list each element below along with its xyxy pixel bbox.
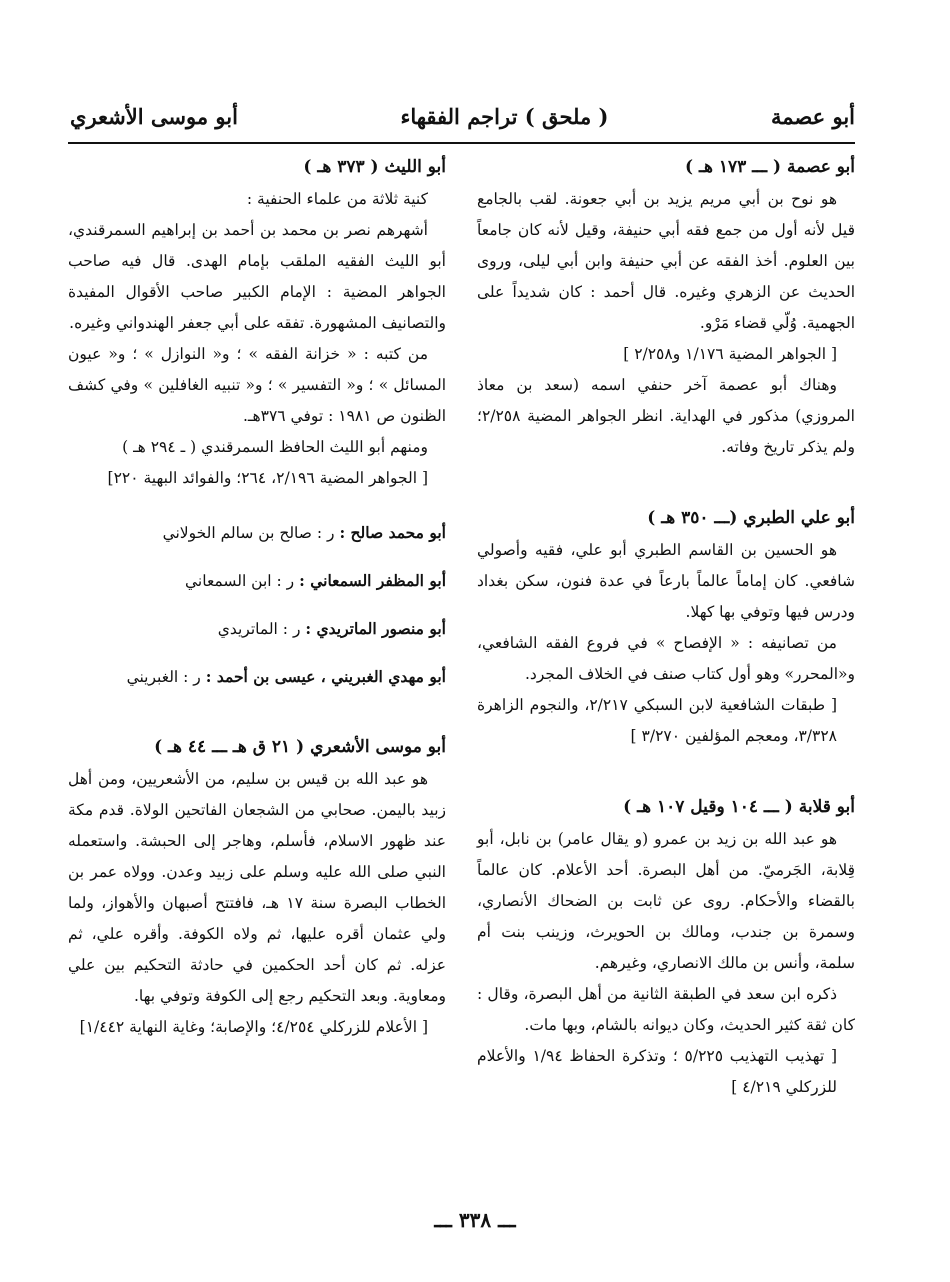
cross-references	[68, 516, 446, 694]
entry-reference: [ الأعلام للزركلي ٤/٢٥٤؛ والإصابة؛ وغاية النهاية ١/٤٤٢]	[79, 1018, 428, 1036]
header-rule	[68, 142, 855, 144]
cross-reference	[68, 516, 446, 550]
entry-abu-ali-tabari	[477, 501, 855, 752]
entry-title: أبو الليث ( ٣٧٣ هـ )	[303, 157, 446, 177]
xref-target: ر : الغبريني	[126, 668, 201, 686]
entry-paragraph: هو عبد الله بن زيد بن عمرو (و يقال عامر) بن نابل، أبو قِلابة، الجَرميّ. من أهل البصرة. أحد الأعلام. كان عالماً بالقضاء والأحكام. روى عن ثابت بن الضحاك الأنصاري، وسمرة بن جندب، ومالك بن الحويرث، وزينب بنت أم سلمة، وأنس بن مالك الانصاري، وغيرهم.	[477, 830, 855, 972]
entry-title: أبو موسى الأشعري ( ٢١ ق هـ ـــ ٤٤ هـ )	[154, 737, 446, 757]
entry-reference: [ الجواهر المضية ٢/١٩٦، ٢٦٤؛ والفوائد البهية ٢٢٠]	[107, 469, 428, 487]
xref-name: أبو المظفر السمعاني :	[299, 571, 446, 590]
header-left: أبو موسى الأشعري	[70, 103, 238, 129]
entry-reference: [ الجواهر المضية ١/١٧٦ و٢/٢٥٨ ]	[623, 345, 837, 363]
cross-reference	[68, 564, 446, 598]
entry-paragraph: من تصانيفه : « الإفصاح » في فروع الفقه الشافعي، و«المحرر» وهو أول كتاب صنف في الخلاف المجرد.	[477, 634, 855, 683]
entry-abu-musa-ashari	[68, 730, 446, 1043]
page-number: ـــ ٣٣٨ ـــ	[434, 1208, 516, 1232]
left-column	[68, 150, 446, 1065]
entry-paragraph: ذكره ابن سعد في الطبقة الثانية من أهل البصرة، وقال : كان ثقة كثير الحديث، وكان ديوانه بالشام، وبها مات.	[477, 985, 855, 1034]
entry-title: أبو عصمة ( ـــ ١٧٣ هـ )	[685, 157, 855, 177]
xref-name: أبو محمد صالح :	[339, 523, 446, 542]
entry-paragraph: هو الحسين بن القاسم الطبري أبو علي، فقيه وأصولي شافعي. كان إماماً عالماً بارعاً في عدة فنون، سكن بغداد ودرس فيها وتوفي بها كهلا.	[477, 541, 855, 621]
xref-target: ر : الماتريدي	[217, 620, 301, 638]
xref-target: ر : صالح بن سالم الخولاني	[162, 524, 335, 542]
right-column	[477, 150, 855, 1125]
entry-reference: [ تهذيب التهذيب ٥/٢٢٥ ؛ وتذكرة الحفاظ ١/٩٤ والأعلام للزركلي ٤/٢١٩ ]	[477, 1047, 838, 1096]
xref-name: أبو منصور الماتريدي :	[305, 619, 446, 638]
entry-paragraph: وهناك أبو عصمة آخر حنفي اسمه (سعد بن معاذ المروزي) مذكور في الهداية. انظر الجواهر المضية ٢/٢٥٨؛ ولم يذكر تاريخ وفاته.	[477, 376, 855, 456]
entry-abu-al-layth	[68, 150, 446, 494]
header-right: أبو عصمة	[771, 103, 855, 129]
entry-paragraph: ومنهم أبو الليث الحافظ السمرقندي ( ـ ٢٩٤ هـ )	[122, 438, 428, 456]
entry-paragraph: من كتبه : « خزانة الفقه » ؛ و« النوازل » ؛ و« عيون المسائل » ؛ و« التفسير » ؛ و« تنبيه الغافلين » وفي كشف الظنون ص ١٩٨١ : توفي ٣٧٦هـ.	[68, 345, 446, 425]
running-header	[70, 98, 855, 134]
entry-title: أبو علي الطبري (ـــ ٣٥٠ هـ )	[647, 508, 855, 528]
entry-paragraph: هو عبد الله بن قيس بن سليم، من الأشعريين، ومن أهل زبيد باليمن. صحابي من الشجعان الفاتحين الولاة. قدم مكة عند ظهور الاسلام، فأسلم، وهاجر إلى الحبشة. واستعمله النبي صلى الله عليه وسلم على زبيد وعدن. وولاه عمر بن الخطاب البصرة سنة ١٧ هـ، فافتتح أصبهان والأهواز، ولما ولي عثمان أقره عليها، ثم ولاه الكوفة. وأقره علي، ثم عزله. ثم كان أحد الحكمين في حادثة التحكيم بين علي ومعاوية. وبعد التحكيم رجع إلى الكوفة وتوفي بها.	[68, 770, 447, 1005]
entry-abu-qilaba	[477, 790, 855, 1103]
entry-paragraph: كنية ثلاثة من علماء الحنفية :	[246, 190, 428, 208]
entry-paragraph: أشهرهم نصر بن محمد بن أحمد بن إبراهيم السمرقندي، أبو الليث الفقيه الملقب بإمام الهدى. قال فيه صاحب الجواهر المضية : الإمام الكبير صاحب الأقوال المفيدة والتصانيف المشهورة. تفقه على أبي جعفر الهندواني وغيره.	[68, 221, 446, 332]
cross-reference	[68, 612, 446, 646]
entry-reference: [ طبقات الشافعية لابن السبكي ٢/٢١٧، والنجوم الزاهرة ٣/٣٢٨، ومعجم المؤلفين ٣/٢٧٠ ]	[477, 696, 837, 745]
xref-name: أبو مهدي الغبريني ، عيسى بن أحمد :	[205, 667, 446, 686]
header-center: ( ملحق ) تراجم الفقهاء	[400, 103, 609, 129]
cross-reference	[68, 660, 446, 694]
xref-target: ر : ابن السمعاني	[185, 572, 295, 590]
entry-paragraph: هو نوح بن أبي مريم يزيد بن أبي جعونة. لقب بالجامع قيل لأنه أول من جمع فقه أبي حنيفة، وقيل لأنه كان جامعاً بين العلوم. أخذ الفقه عن أبي حنيفة وابن أبي ليلى، وروى الحديث عن الزهري وغيره. قال أحمد : كان شديداً على الجهمية. وُلّي قضاء مَرْو.	[477, 190, 855, 332]
entry-title: أبو قلابة ( ـــ ١٠٤ وقيل ١٠٧ هـ )	[623, 797, 855, 817]
entry-abu-isma	[477, 150, 855, 463]
